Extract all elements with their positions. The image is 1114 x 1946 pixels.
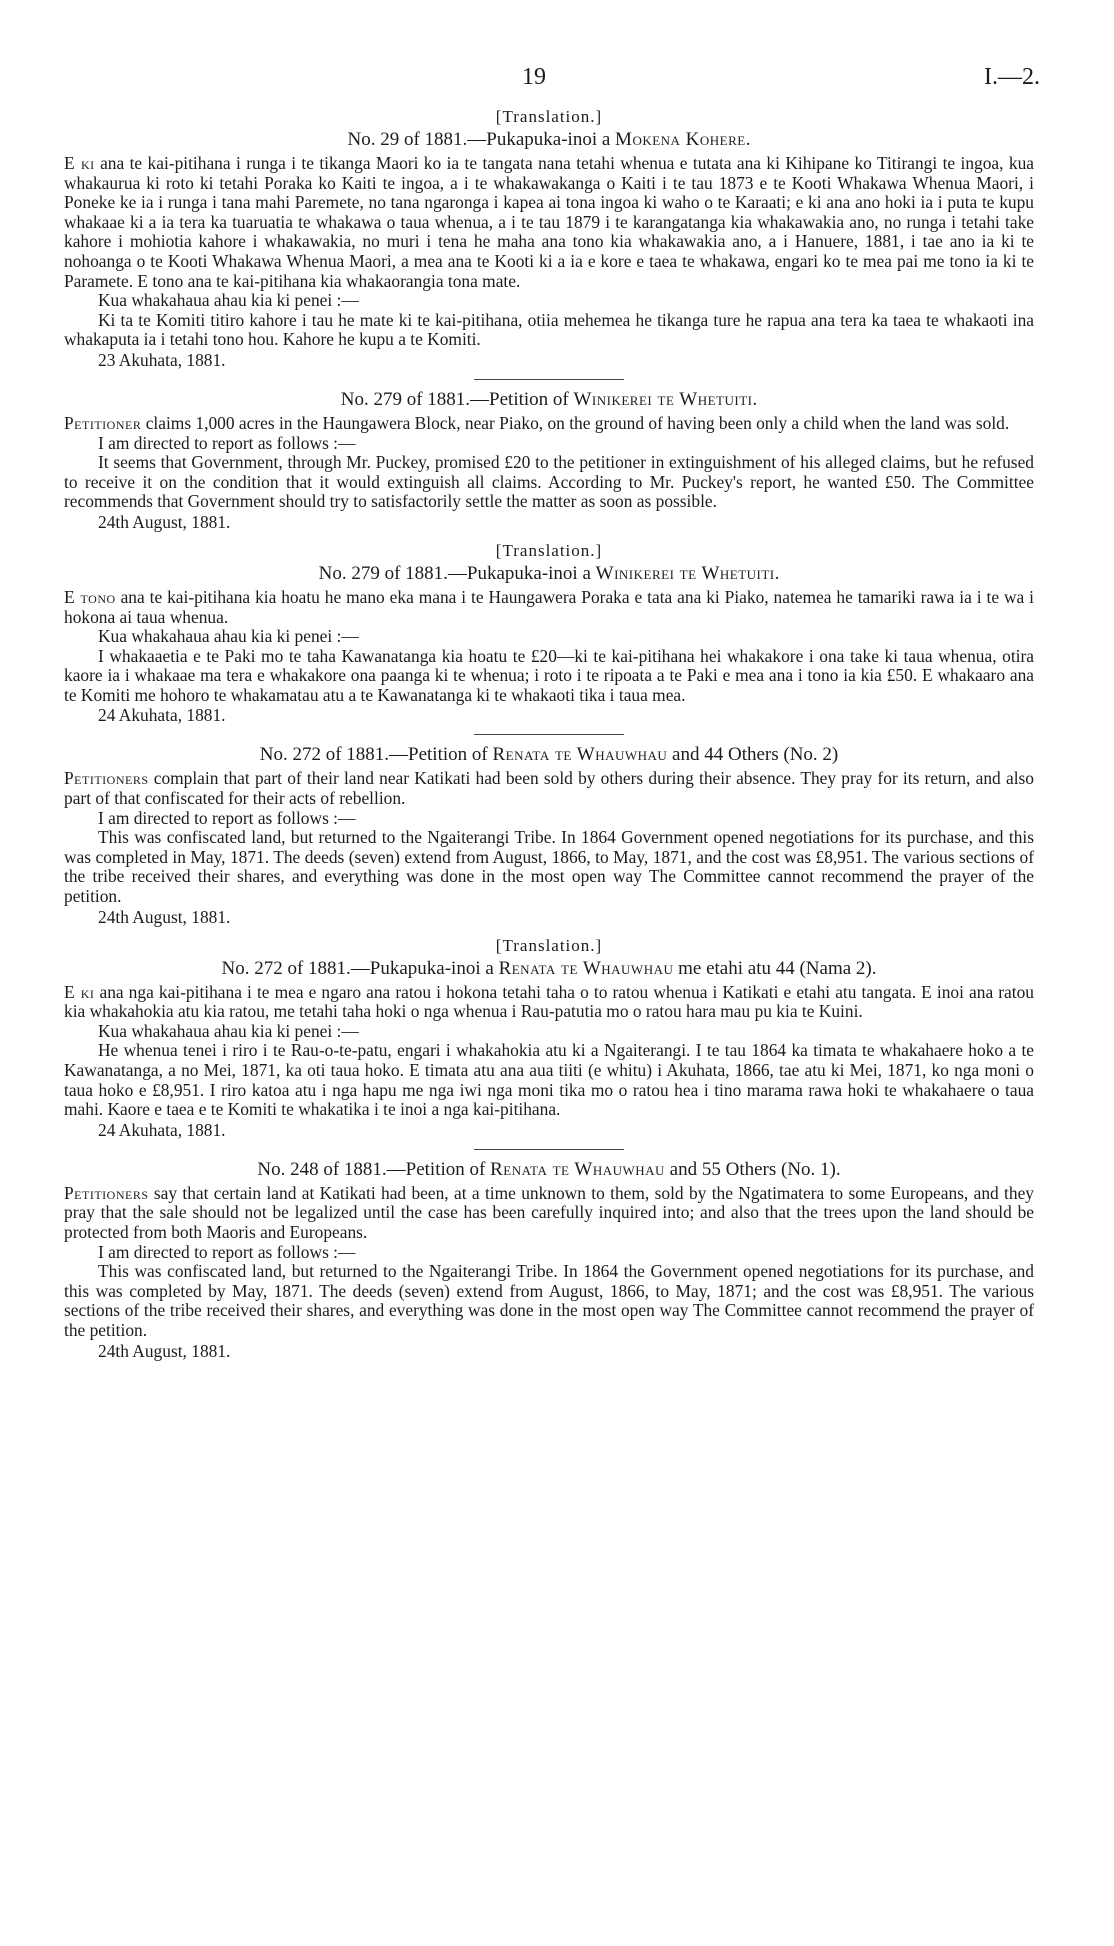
committee-report: This was confiscated land, but returned to the Ngaiterangi Tribe. In 1864 Government opened negotiations for its purchase, and this was completed in May, 1871. The deeds (seven) extend from August, 1866, to May, 1871, and the cost was £8,951. The various sections of the tribe received their shares, and everything was done in the most open way The Committee cannot recommend the prayer of the petition. [64, 827, 1034, 907]
committee-report: It seems that Government, through Mr. Puckey, promised £20 to the petitioner in extinguishment of his alleged claims, but he refused to receive it on the condition that it would extinguish all claims. According to Mr. Puckey's report, he wanted £50. The Committee recommends that Government should try to satisfactorily settle the matter as soon as possible. [64, 452, 1034, 512]
page-number: 19 [522, 64, 546, 90]
directed-line: I am directed to report as follows :— [98, 432, 356, 453]
petitioner-name: Mokena Kohere [615, 129, 746, 150]
petitioner-name: Renata te Whauwhau [498, 957, 674, 979]
report-date: 24 Akuhata, 1881. [98, 1119, 226, 1140]
lead-words: E tono [64, 586, 116, 607]
translation-label: [Translation.] [495, 935, 603, 955]
directed-line: Kua whakahaua ahau kia ki penei :— [98, 290, 359, 311]
translation-label: [Translation.] [495, 107, 603, 126]
lead-words: Petitioner [64, 412, 142, 433]
petition-heading: No. 248 of 1881.—Petition of Renata te Whauwhau and 55 Others (No. 1). [257, 1158, 841, 1180]
petition-summary: Petitioners say that certain land at Katikati had been, at a time unknown to them, sold by the Ngatimatera to some Europeans, and they pray that the sale should not be legalized until the case has been carefully inquired into; and also that the trees upon the land should be protected from both Maoris and Europeans. [64, 1182, 1034, 1242]
document-page [64, 64, 1040, 1361]
translation-label: [Translation.] [495, 540, 603, 560]
section-divider [474, 734, 624, 735]
lead-words: E ki [64, 153, 95, 173]
petition-section [64, 1158, 1034, 1361]
petition-heading: No. 279 of 1881.—Petition of Winikerei te Whetuiti. [340, 388, 758, 410]
petitioner-name: Renata te Whauwhau [492, 744, 668, 766]
petition-section [64, 935, 1034, 1140]
petition-heading: No. 272 of 1881.—Petition of Renata te Whauwhau and 44 Others (No. 2) [259, 744, 839, 766]
directed-line: I am directed to report as follows :— [98, 807, 356, 828]
petition-summary: Petitioner claims 1,000 acres in the Haungawera Block, near Piako, on the ground of having been only a child when the land was sold. [64, 412, 1010, 433]
report-date: 23 Akuhata, 1881. [98, 349, 226, 370]
paper-reference: I.—2. [984, 64, 1040, 90]
petition-summary: E tono ana te kai-pitihana kia hoatu he mano eka mana i te Haungawera Poraka e tata ana ki Piako, natemea he tamariki rawa ia i te wa i hokona ai taua whenua. [64, 586, 1034, 627]
petition-summary: Petitioners complain that part of their land near Katikati had been sold by others during their absence. They pray for its return, and also part of that confiscated for their acts of rebellion. [64, 768, 1034, 809]
petition-heading: No. 272 of 1881.—Pukapuka-inoi a Renata te Whauwhau me etahi atu 44 (Nama 2). [221, 957, 877, 979]
page-header [64, 64, 1040, 104]
petitioner-name: Winikerei te Whetuiti [573, 388, 753, 410]
petition-section [64, 388, 1034, 532]
petition-summary: E ki ana nga kai-pitihana i te mea e ngaro ana ratou i hokona tetahi taha o to ratou whenua i Katikati e etahi atu tangata. E inoi ana ratou kia whakahokia atu kia ratou, me tetahi taha hoki o nga whenua i Rau-patutia mo o ratou hara mau pu kia te Kuini. [64, 981, 1034, 1022]
report-date: 24th August, 1881. [98, 1340, 231, 1361]
committee-report: Ki ta te Komiti titiro kahore i tau he mate ki te kai-pitihana, otiia mehemea he tikanga ture he rapua ana tera ka taea te whakaoti ina whakaputa ia i tetahi tono hou. Kahore he kupu a te Komiti. [64, 309, 1034, 350]
petition-section [64, 743, 1034, 926]
lead-words: Petitioners [64, 768, 149, 789]
petition-section [64, 106, 1034, 370]
directed-line: Kua whakahaua ahau kia ki penei :— [98, 626, 359, 647]
lead-words: Petitioners [64, 1182, 149, 1203]
petitioner-name: Renata te Whauwhau [490, 1158, 665, 1180]
section-divider [474, 1149, 624, 1150]
committee-report: I whakaaetia e te Paki mo te taha Kawanatanga kia hoatu te £20—ki te kai-pitihana hei whakakore i ona take ki taua whenua, otira kaore ia i whakaae ma tera e whakakore ona paanga ki te whenua; i roto i te ripoata a te Paki e mea ana i tono ia kia £50. E whakaaro ana te Komiti me hohoro te whakamatau atu a te Kawanatanga ki te whakaoti tika i taua mea. [64, 645, 1034, 705]
lead-words: E ki [64, 981, 95, 1002]
committee-report: He whenua tenei i riro i te Rau-o-te-patu, engari i whakahokia atu ki a Ngaiterangi. I te tau 1864 ka timata te whakahaere hoko a te Kawanatanga, a no Mei, 1871, ka oti taua hoko. E timata atu ana aua tiiti (e whitu) i Akuhata, 1866, tae atu ki Mei, 1871, ko nga moni o taua hoko e £8,951. I riro katoa atu i nga hapu me nga iwi nga moni tika mo o ratou hea i tino marama rawa hoki te whakahaere o taua mahi. Kaore e taea e te Komiti te whakatika i te inoi a nga kai-pitihana. [64, 1040, 1034, 1120]
section-divider [474, 379, 624, 380]
petition-heading: No. 279 of 1881.—Pukapuka-inoi a Winikerei te Whetuiti. [318, 562, 780, 584]
report-date: 24th August, 1881. [98, 906, 231, 927]
petition-heading: No. 29 of 1881.—Pukapuka-inoi a Mokena Kohere. [347, 129, 751, 150]
committee-report: This was confiscated land, but returned to the Ngaiterangi Tribe. In 1864 the Government opened negotiations for its purchase, and this was completed by May, 1871. The deeds (seven) extend from August, 1866, to May, 1871; and the cost was £8,951. The various sections of the tribe received their shares, and everything was done in the most open way The Committee cannot recommend the prayer of the petition. [64, 1261, 1034, 1340]
report-date: 24th August, 1881. [98, 511, 231, 532]
report-date: 24 Akuhata, 1881. [98, 705, 226, 726]
directed-line: Kua whakahaua ahau kia ki penei :— [98, 1020, 359, 1041]
petition-section [64, 540, 1034, 726]
directed-line: I am directed to report as follows :— [98, 1241, 356, 1262]
petition-summary: E ki ana te kai-pitihana i runga i te tikanga Maori ko ia te tangata nana tetahi whenua e tutata ana ki Kihipane ko Titirangi te ingoa, kua whakaurua ki roto ki tetahi Poraka ko Kaiti te ingoa, a i te whakawakanga o Kaiti i te tau 1873 e te Kooti Whakawa Whenua Maori, i Poneke ke ia i runga i tana mahi Paremete, no tana ngaronga i kapea ai tona ingoa ki waho o te Karaati; e ki ana ano hoki ia i puta te kupu whakaae ki a ia tera ka tuaruatia te whakawa o taua whenua, a i te tau 1879 i te karangatanga kia whakawakia ano, no runga i tetahi take kahore i mohiotia kahore i whakawakia, no muri i tena he maha ana tono kia whakawakia ano, a i Hanuere, 1881, i tae ano ia ki te nohoanga o te Kooti Whakawa Whenua Maori, a mea ana te Kooti ki a ia e kore e taea te whakawa, engari ko te mea pai me tono ia ki te Paramete. E tono ana te kai-pitihana kia whakaorangia tona mate. [64, 153, 1034, 291]
petitioner-name: Winikerei te Whetuiti [595, 562, 775, 584]
